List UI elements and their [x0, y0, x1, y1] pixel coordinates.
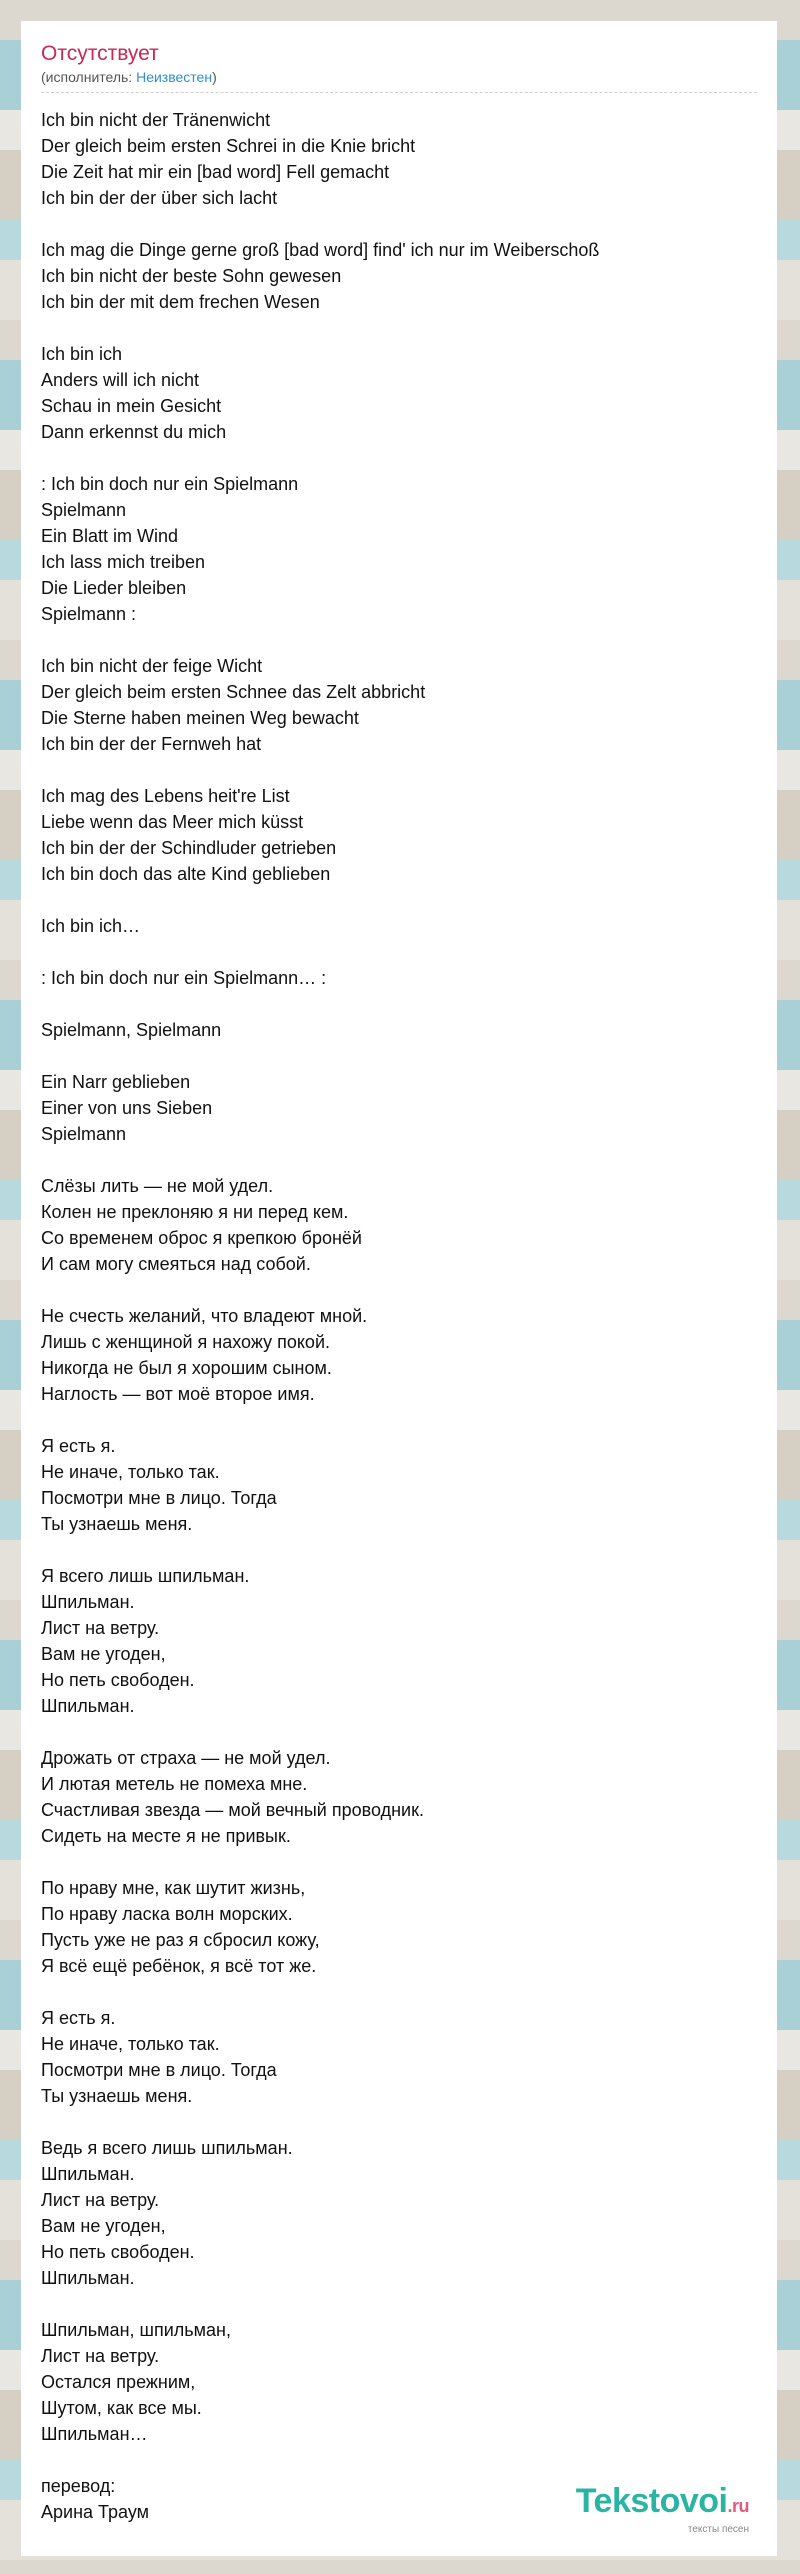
lyric-line — [41, 1537, 757, 1563]
logo-name: Tekstovoi — [575, 2482, 728, 2520]
lyric-line: Дрожать от страха — не мой удел. — [41, 1748, 331, 1768]
lyric-line: Spielmann — [41, 500, 127, 520]
lyric-line — [41, 991, 757, 1017]
lyric-line: Spielmann — [41, 1124, 127, 1144]
lyric-line: Ты узнаешь меня. — [41, 2086, 193, 2106]
lyric-line — [41, 1277, 757, 1303]
lyric-line: Сидеть на месте я не привык. — [41, 1826, 291, 1846]
lyric-line — [41, 445, 757, 471]
lyric-line — [41, 315, 757, 341]
lyrics-card — [21, 21, 777, 2556]
header-divider — [41, 92, 757, 93]
lyric-line: Не иначе, только так. — [41, 2034, 220, 2054]
lyric-line: Остался прежним, — [41, 2372, 196, 2392]
lyric-line: Но петь свободен. — [41, 1670, 195, 1690]
lyric-line — [41, 939, 757, 965]
lyric-line: Колен не преклоняю я ни перед кем. — [41, 1202, 349, 1222]
lyric-line — [41, 1407, 757, 1433]
lyric-line: Dann erkennst du mich — [41, 422, 227, 442]
lyric-line: Счастливая звезда — мой вечный проводник. — [41, 1800, 424, 1820]
lyric-line: : Ich bin doch nur ein Spielmann… : — [41, 968, 327, 988]
lyric-line: Посмотри мне в лицо. Тогда — [41, 2060, 277, 2080]
lyric-line: По нраву мне, как шутит жизнь, — [41, 1878, 306, 1898]
lyric-line — [41, 211, 757, 237]
lyric-line: Наглость — вот моё второе имя. — [41, 1384, 315, 1404]
lyrics-text — [41, 107, 757, 2525]
lyric-line: Шпильман. — [41, 2164, 135, 2184]
lyric-line — [41, 2291, 757, 2317]
lyric-line: Ich mag die Dinge gerne groß [bad word] find' ich nur im Weiberschoß — [41, 240, 600, 260]
lyric-line: Anders will ich nicht — [41, 370, 200, 390]
lyric-line: Die Lieder bleiben — [41, 578, 187, 598]
lyric-line: : Ich bin doch nur ein Spielmann — [41, 474, 299, 494]
site-logo[interactable] — [576, 2484, 749, 2536]
lyric-line: Schau in mein Gesicht — [41, 396, 222, 416]
artist-link[interactable]: Неизвестен — [136, 69, 213, 85]
song-title: Отсутствует — [41, 42, 159, 65]
artist-suffix: ) — [212, 69, 217, 85]
lyric-line: И сам могу смеяться над собой. — [41, 1254, 311, 1274]
logo-tagline: тексты песен — [687, 2524, 749, 2535]
lyric-line: Ich lass mich treiben — [41, 552, 206, 572]
lyric-line: Лист на ветру. — [41, 1618, 160, 1638]
lyric-line: Ich bin nicht der feige Wicht — [41, 656, 263, 676]
lyric-line — [41, 2109, 757, 2135]
lyric-line: перевод: — [41, 2476, 116, 2496]
lyric-line — [41, 1979, 757, 2005]
lyric-line: Шпильман… — [41, 2424, 148, 2444]
lyric-line: Spielmann, Spielmann — [41, 1020, 222, 1040]
lyric-line: По нраву ласка волн морских. — [41, 1904, 293, 1924]
lyric-line: Лишь с женщиной я нахожу покой. — [41, 1332, 331, 1352]
lyric-line: Со временем оброс я крепкою бронёй — [41, 1228, 362, 1248]
lyric-line: Der gleich beim ersten Schrei in die Knie bricht — [41, 136, 416, 156]
lyric-line: Я есть я. — [41, 2008, 116, 2028]
lyric-line — [41, 1147, 757, 1173]
lyric-line: Ich bin der der Schindluder getrieben — [41, 838, 337, 858]
lyric-line — [41, 1719, 757, 1745]
lyric-line: Не иначе, только так. — [41, 1462, 220, 1482]
lyric-line: Ты узнаешь меня. — [41, 1514, 193, 1534]
lyric-line — [41, 627, 757, 653]
lyric-line: Ich bin nicht der beste Sohn gewesen — [41, 266, 342, 286]
lyric-line: Шпильман. — [41, 1592, 135, 1612]
lyric-line — [41, 757, 757, 783]
lyric-line: Лист на ветру. — [41, 2346, 160, 2366]
lyric-line: Но петь свободен. — [41, 2242, 195, 2262]
lyric-line — [41, 887, 757, 913]
lyric-line: Ich bin der der über sich lacht — [41, 188, 278, 208]
lyric-line: Вам не угоден, — [41, 2216, 166, 2236]
lyric-line: Ich bin der mit dem frechen Wesen — [41, 292, 320, 312]
lyric-line: Шпильман, шпильман, — [41, 2320, 231, 2340]
lyric-line: Шутом, как все мы. — [41, 2398, 202, 2418]
lyric-line: Шпильман. — [41, 2268, 135, 2288]
lyric-line: Ich bin ich — [41, 344, 123, 364]
lyric-line: Ich bin nicht der Tränenwicht — [41, 110, 271, 130]
lyric-line: Я есть я. — [41, 1436, 116, 1456]
lyric-line: Der gleich beim ersten Schnee das Zelt abbricht — [41, 682, 426, 702]
lyric-line: И лютая метель не помеха мне. — [41, 1774, 308, 1794]
lyric-line: Вам не угоден, — [41, 1644, 166, 1664]
artist-prefix: (исполнитель: — [41, 69, 137, 85]
lyric-line — [41, 2447, 757, 2473]
lyric-line: Арина Траум — [41, 2502, 149, 2522]
lyric-line: Пусть уже не раз я сбросил кожу, — [41, 1930, 320, 1950]
lyric-line: Ich bin doch das alte Kind geblieben — [41, 864, 331, 884]
lyric-line: Шпильман. — [41, 1696, 135, 1716]
lyric-line — [41, 1849, 757, 1875]
artist-line — [41, 68, 757, 86]
lyric-line: Einer von uns Sieben — [41, 1098, 213, 1118]
lyric-line: Я всё ещё ребёнок, я всё тот же. — [41, 1956, 317, 1976]
lyric-line: Die Sterne haben meinen Weg bewacht — [41, 708, 359, 728]
lyric-line: Я всего лишь шпильман. — [41, 1566, 250, 1586]
lyric-line: Никогда не был я хорошим сыном. — [41, 1358, 332, 1378]
logo-domain: .ru — [727, 2496, 749, 2516]
lyric-line: Посмотри мне в лицо. Тогда — [41, 1488, 277, 1508]
lyric-line: Liebe wenn das Meer mich küsst — [41, 812, 304, 832]
lyric-line — [41, 1043, 757, 1069]
lyric-line: Ein Blatt im Wind — [41, 526, 179, 546]
lyric-line: Spielmann : — [41, 604, 137, 624]
lyric-line: Die Zeit hat mir ein [bad word] Fell gemacht — [41, 162, 390, 182]
lyric-line: Ich bin der der Fernweh hat — [41, 734, 262, 754]
lyric-line: Ведь я всего лишь шпильман. — [41, 2138, 293, 2158]
lyric-line: Ich mag des Lebens heit're List — [41, 786, 290, 806]
lyric-line: Ein Narr geblieben — [41, 1072, 191, 1092]
lyric-line: Не счесть желаний, что владеют мной. — [41, 1306, 368, 1326]
lyric-line: Слёзы лить — не мой удел. — [41, 1176, 274, 1196]
lyric-line: Лист на ветру. — [41, 2190, 160, 2210]
lyric-line: Ich bin ich… — [41, 916, 141, 936]
